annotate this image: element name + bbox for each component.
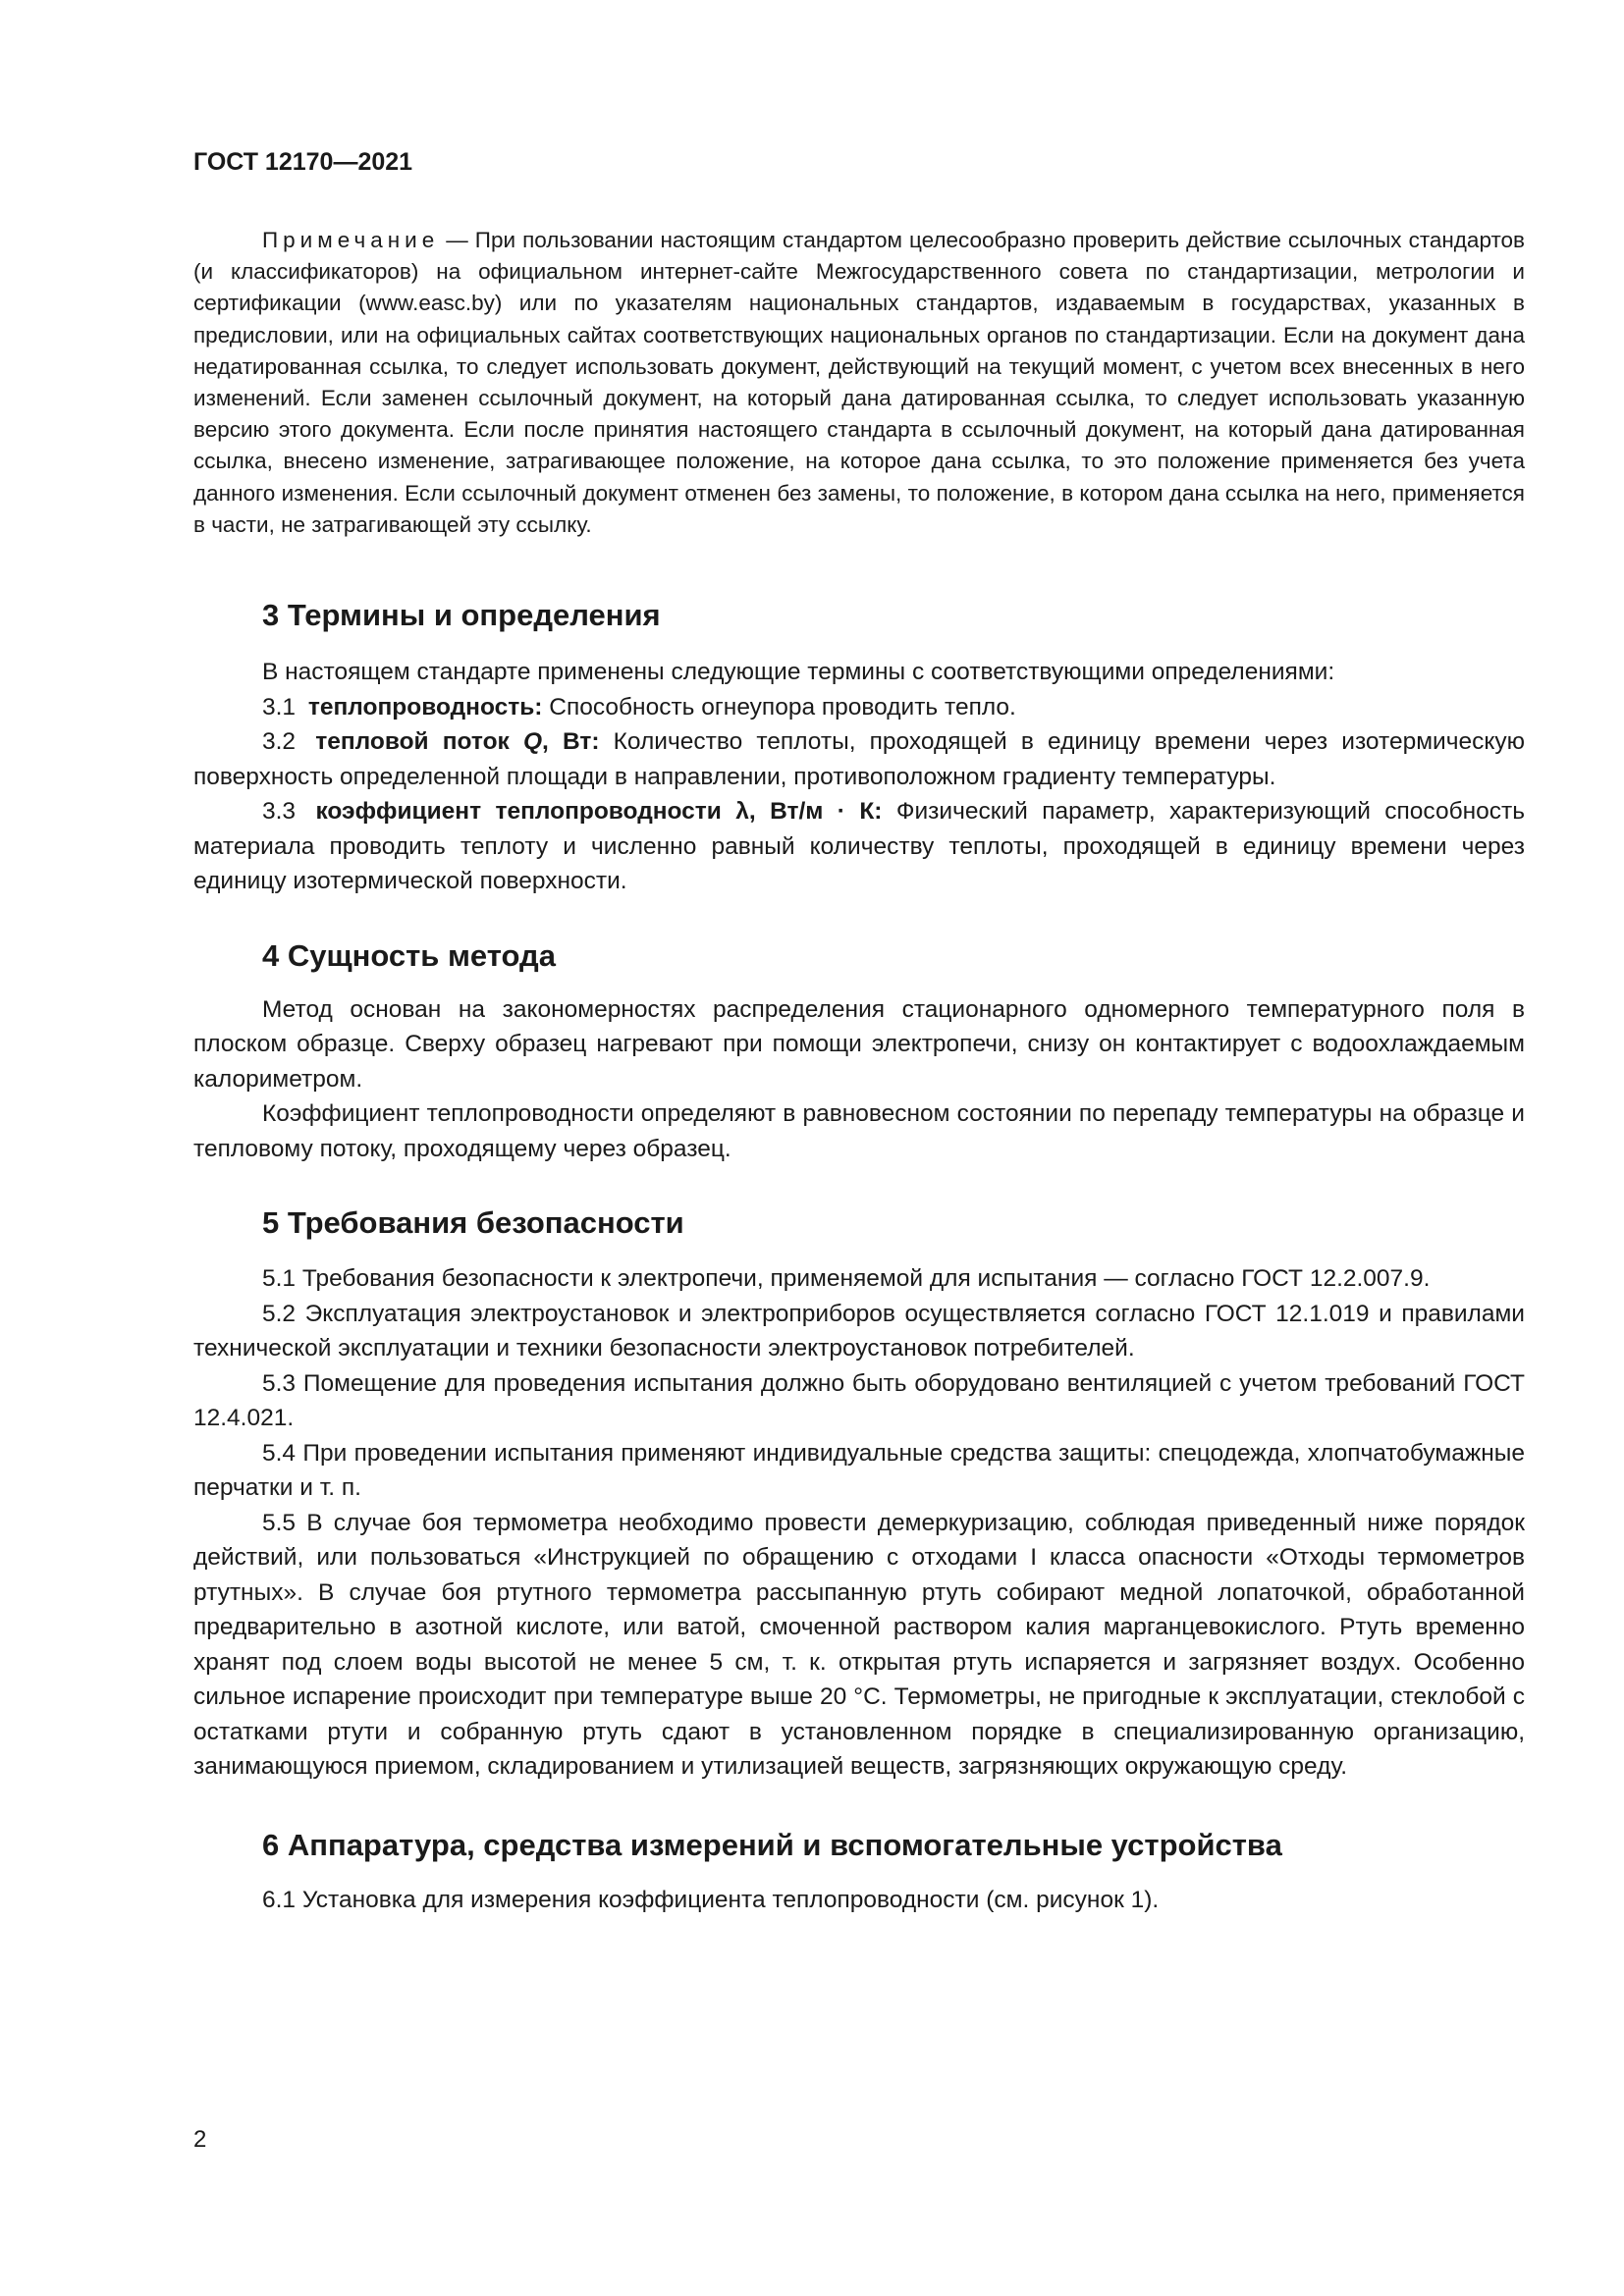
page-number: 2 — [193, 2126, 207, 2153]
term-name: теплопроводность: — [307, 693, 543, 721]
section-5-item-2: 5.2 Эксплуатация электроустановок и электроприборов осуществляется согласно ГОСТ 12.1.019 и правилами технической эксплуатации и техники безопасности электроустановок потребителей. — [193, 1300, 1525, 1362]
section-3-intro: В настоящем стандарте применены следующие термины с соответствующими определениями: — [262, 659, 1335, 686]
term-name-part: тепловой поток — [315, 728, 523, 756]
term-name — [315, 728, 599, 755]
section-5-title: 5 Требования безопасности — [262, 1205, 684, 1241]
section-3-title: 3 Термины и определения — [262, 598, 661, 633]
term-number: 3.3 — [262, 798, 297, 826]
term-3-1 — [193, 690, 1525, 725]
term-name-unit: , Вт: — [542, 728, 600, 756]
term-definition: Количество теплоты, проходящей в единицу времени через изотермическую поверхность определенной площади в направлении, противоположном градиенту температуры. — [193, 728, 1525, 790]
section-6-paragraph-1: 6.1 Установка для измерения коэффициента теплопроводности (см. рисунок 1). — [262, 1886, 1160, 1913]
document-header: ГОСТ 12170—2021 — [193, 148, 413, 176]
section-5-item-5: 5.5 В случае боя термометра необходимо провести демеркуризацию, соблюдая приведенный ниже порядок действий, или пользоваться «Инструкцией по обращению с отходами I класса опасности «Отходы термометров ртутных». В случае боя ртутного термометра рассыпанную ртуть собирают медной лопаточкой, обработанной предварительно в азотной кислоте, или ватой, смоченной раствором калия марганцевокислого. Ртуть временно хранят под слоем воды высотой не менее 5 см, т. к. открытая ртуть испаряется и загрязняет воздух. Особенно сильное испарение происходит при температуре выше 20 °С. Термометры, не пригодные к эксплуатации, стеклобой с остатками ртути и собранную ртуть сдают в установленном порядке в специализированную организацию, занимающуюся приемом, складированием и утилизацией веществ, загрязняющих окружающую среду. — [193, 1509, 1525, 1781]
section-4-paragraph-1: Метод основан на закономерностях распределения стационарного одномерного температурного поля в плоском образце. Сверху образец нагревают при помощи электропечи, снизу он контактирует с водоохлаждаемым калориметром. — [193, 995, 1525, 1093]
section-4-title: 4 Сущность метода — [262, 937, 556, 973]
section-5-item-3: 5.3 Помещение для проведения испытания должно быть оборудовано вентиляцией с учетом требований ГОСТ 12.4.021. — [193, 1369, 1525, 1432]
section-4-paragraph-2: Коэффициент теплопроводности определяют в равновесном состоянии по перепаду температуры на образце и тепловому потоку, проходящему через образец. — [193, 1100, 1525, 1162]
term-number: 3.2 — [262, 728, 297, 756]
term-number: 3.1 — [262, 693, 297, 721]
section-6-title: 6 Аппаратура, средства измерений и вспомогательные устройства — [262, 1827, 1282, 1862]
note-text: — При пользовании настоящим стандартом целесообразно проверить действие ссылочных стандартов (и классификаторов) на официальном интернет-сайте Межгосударственного совета по стандартизации, метрологии и сертификации (www.easc.by) или по указателям национальных стандартов, издаваемым в государствах, указанных в предисловии, или на официальных сайтах соответствующих национальных органов по стандартизации. Если на документ дана недатированная ссылка, то следует использовать документ, действующий на текущий момент, с учетом всех внесенных в него изменений. Если заменен ссылочный документ, на который дана датированная ссылка, то следует использовать указанную версию этого документа. Если после принятия настоящего стандарта в ссылочный документ, на который дана датированная ссылка, внесено изменение, затрагивающее положение, на которое дана ссылка, то это положение применяется без учета данного изменения. Если ссылочный документ отменен без замены, то положение, в котором дана ссылка на него, применяется в части, не затрагивающей эту ссылку. — [193, 228, 1525, 537]
term-definition: Физический параметр, характеризующий способность материала проводить теплоту и численно равный количеству теплоты, проходящей в единицу времени через единицу изотермической поверхности. — [193, 798, 1526, 895]
term-name: коэффициент теплопроводности λ, Вт/м · К: — [315, 798, 883, 826]
document-page — [193, 147, 1525, 1917]
term-3-2 — [193, 724, 1525, 794]
term-symbol-q: Q — [522, 728, 543, 756]
note-label: Примечание — [262, 228, 440, 252]
note-paragraph — [193, 225, 1525, 541]
section-5-item-4: 5.4 При проведении испытания применяют индивидуальные средства защиты: спецодежда, хлопчатобумажные перчатки и т. п. — [193, 1439, 1525, 1502]
section-5-item-1: 5.1 Требования безопасности к электропечи, применяемой для испытания — согласно ГОСТ 12.2.007.9. — [262, 1265, 1431, 1293]
term-definition: Способность огнеупора проводить тепло. — [549, 693, 1016, 721]
term-3-3 — [193, 794, 1525, 899]
